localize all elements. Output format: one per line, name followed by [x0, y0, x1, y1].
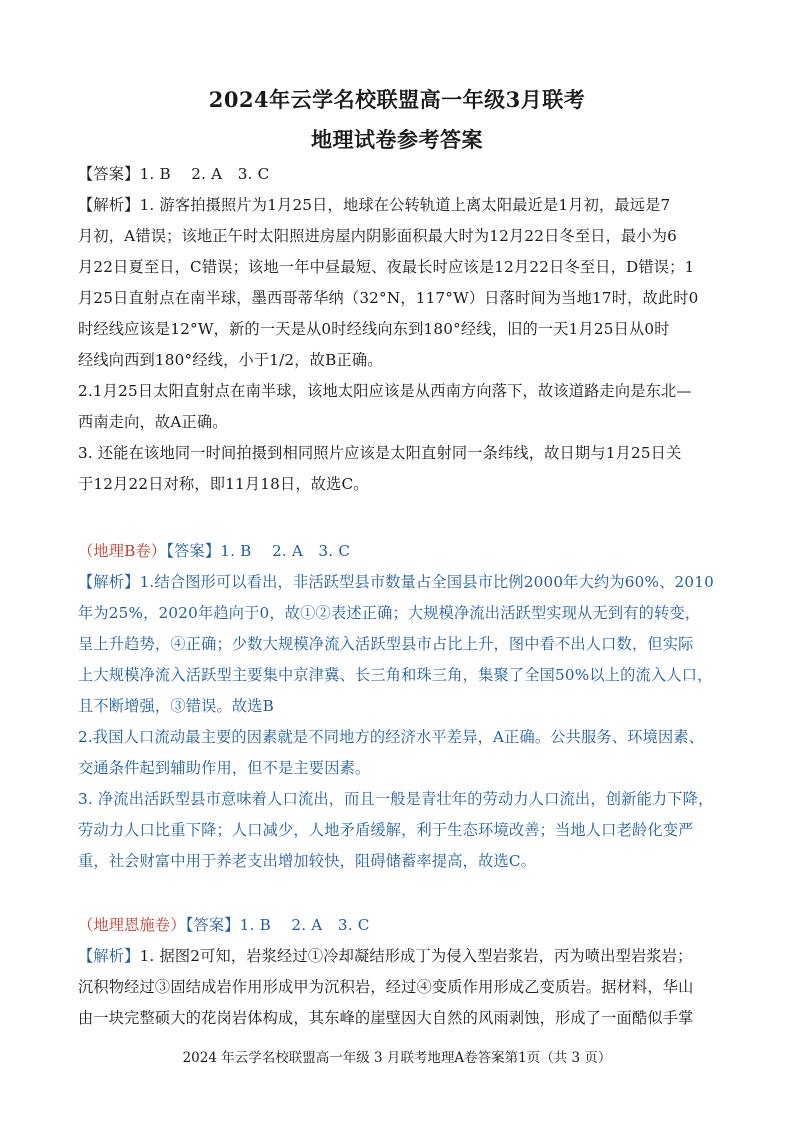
answer-text: 1. B 2. A 3. C: [139, 165, 270, 183]
page-title: 2024年云学名校联盟高一年级3月联考: [208, 87, 586, 112]
analysis-line: 西南走向，故A正确。: [78, 413, 228, 431]
analysis-line: 经线向西到180°经线，小于1/2，故B正确。: [78, 351, 383, 369]
section-tag: （地理B卷）: [78, 542, 167, 560]
analysis-line: 月25日直射点在南半球，墨西哥蒂华纳（32°N，117°W）日落时间为当地17时，故此时0: [78, 289, 699, 307]
analysis-line: [78, 571, 728, 592]
answer-line-c: [78, 914, 728, 935]
analysis-line: 月22日夏至日，C错误；该地一年中昼最短、夜最长时应该是12月22日冬至日，D错误；1: [78, 258, 695, 276]
analysis-line: [78, 194, 728, 215]
analysis-line: 呈上升趋势，④正确；少数大规模净流入活跃型县市占比上升，图中看不出人口数，但实际: [78, 635, 694, 653]
analysis-line: 由一块完整硕大的花岗岩体构成，其东峰的崖壁因大自然的风雨剥蚀，形成了一面酷似手掌: [78, 1009, 694, 1027]
analysis-line: 沉积物经过③固结成岩作用形成甲为沉积岩，经过④变质作用形成乙变质岩。据材料，华山: [78, 978, 694, 996]
answer-text: 1. B 2. A 3. C: [239, 916, 370, 934]
analysis-line: 2.我国人口流动最主要的因素就是不同地方的经济水平差异，A正确。公共服务、环境因素、: [78, 728, 705, 746]
analysis-line: 劳动力人口比重下降；人口减少，人地矛盾缓解，利于生态环境改善；当地人口老龄化变严: [78, 821, 694, 839]
answer-line-a: [78, 163, 728, 184]
answer-text: 1. B 2. A 3. C: [220, 542, 351, 560]
analysis-line: 年为25%，2020年趋向于0，故①②表述正确；大规模净流出活跃型实现从无到有的转变，: [78, 604, 701, 622]
analysis-line: 上大规模净流入活跃型主要集中京津冀、长三角和珠三角，集聚了全国50%以上的流入人口，: [78, 666, 713, 684]
analysis-label: 【解析】: [78, 573, 140, 591]
analysis-line: 月初，A错误；该地正午时太阳照进房屋内阴影面积最大时为12月22日冬至日，最小为6: [78, 227, 678, 245]
page-footer: 2024 年云学名校联盟高一年级 3 月联考地理A卷答案第1页（共 3 页）: [182, 1050, 612, 1066]
analysis-line: 3. 净流出活跃型县市意味着人口流出，而且一般是青壮年的劳动力人口流出，创新能力下降，: [78, 790, 714, 808]
analysis-label: 【解析】: [78, 947, 140, 965]
analysis-label: 【解析】: [78, 196, 140, 214]
analysis-line: 于12月22日对称，即11月18日，故选C。: [78, 475, 369, 493]
analysis-text: 1. 据图2可知，岩浆经过①冷却凝结形成丁为侵入型岩浆岩，丙为喷出型岩浆岩；: [139, 947, 693, 965]
analysis-line: 2.1月25日太阳直射点在南半球，该地太阳应该是从西南方向落下，故该道路走向是东北—: [78, 382, 692, 400]
answer-label: 【答案】: [185, 916, 240, 934]
section-tag: （地理恩施卷）: [78, 916, 186, 934]
answer-label: 【答案】: [166, 542, 221, 560]
analysis-line: 3. 还能在该地同一时间拍摄到相同照片应该是太阳直射同一条纬线，故日期与1月25日关: [78, 444, 682, 462]
answer-line-b: [78, 540, 728, 561]
analysis-line: 重，社会财富中用于养老支出增加较快，阻碍储蓄率提高，故选C。: [78, 852, 537, 870]
page-subtitle: 地理试卷参考答案: [311, 127, 483, 152]
answer-label: 【答案】: [78, 165, 140, 183]
analysis-line: 交通条件起到辅助作用，但不是主要因素。: [78, 759, 371, 777]
analysis-line: 时经线应该是12°W，新的一天是从0时经线向东到180°经线，旧的一天1月25日从0时: [78, 320, 670, 338]
analysis-text: 1. 游客拍摄照片为1月25日，地球在公转轨道上离太阳最近是1月初，最远是7: [139, 196, 671, 214]
analysis-text: 1.结合图形可以看出，非活跃型县市数量占全国县市比例2000年大约为60%、2010: [139, 573, 714, 591]
analysis-line: [78, 945, 728, 966]
analysis-line: 且不断增强，③错误。故选B: [78, 697, 275, 715]
